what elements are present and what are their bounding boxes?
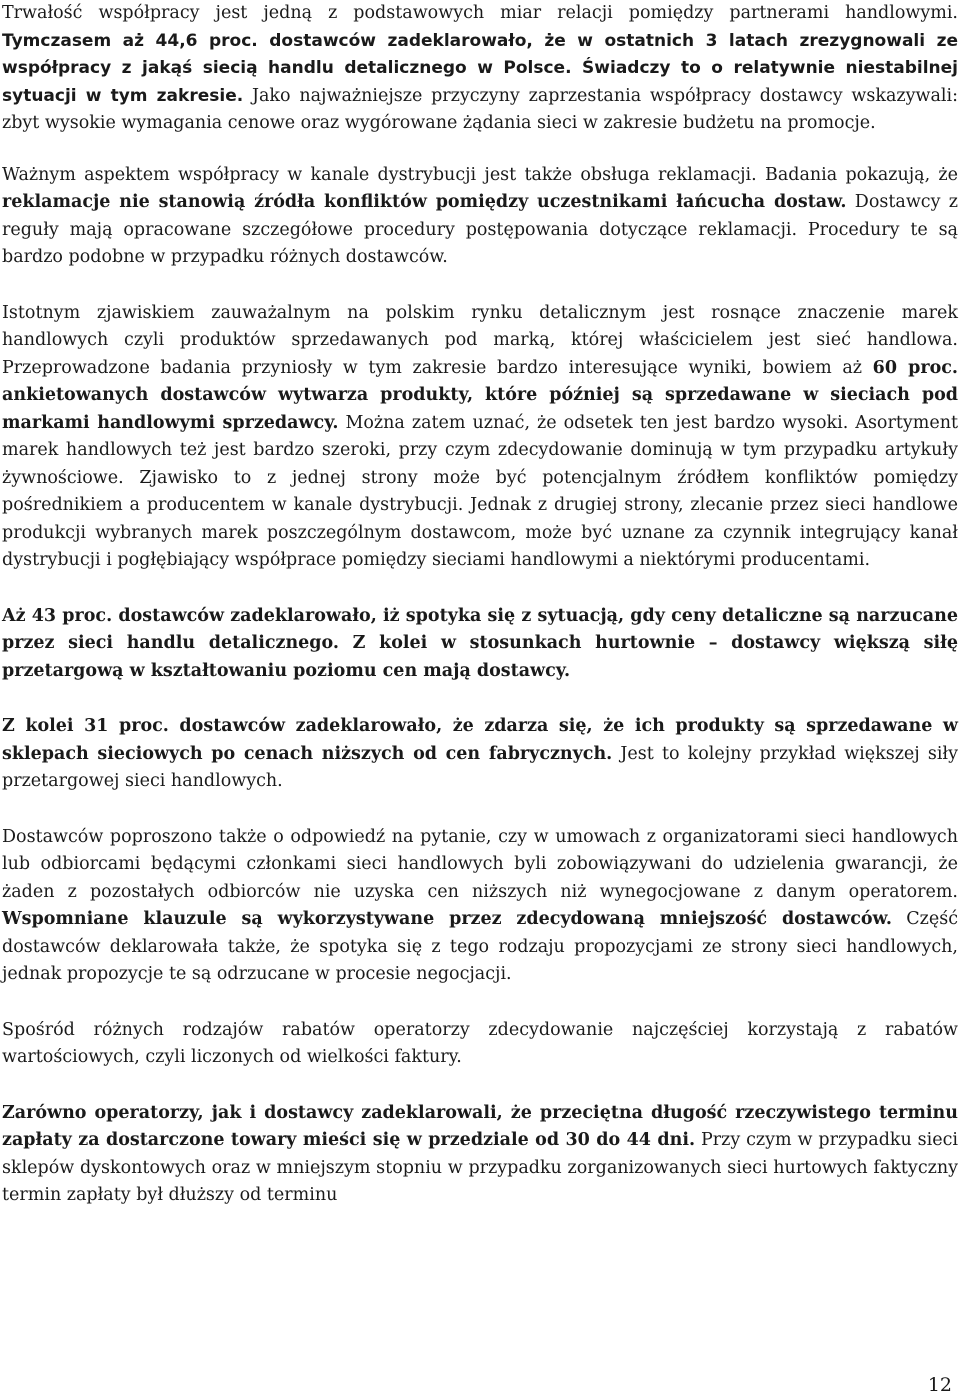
text-run-bold: ankietowanych dostawców wytwarza produkty, które później są sprzedawane w sieciach pod markami handlowymi sprzedawcy. [2,385,958,433]
text-run-bold: Tymczasem aż 44,6 proc. dostawców zadeklarowało, że w ostatnich 3 latach zrezygnowali ze współpracy z jakąś siecią handlu detalicznego w Polsce. Świadczy to o relatywnie niestabilnej sytuacji w tym zakresie. [2,30,958,106]
text-run-bold: Z kolei 31 proc. dostawców zadeklarowało, że zdarza się, że ich produkty są sprzedawane w sklepach sieciowych po cenach niższych od cen fabrycznych. [2,716,958,764]
text-run-bold: 60 proc. [872,357,958,378]
text-run: Spośród różnych rodzajów rabatów operatorzy zdecydowanie najczęściej korzystają z rabatów wartościowych, czyli liczonych od wielkości faktury. [2,1019,958,1067]
text-run: Przy czym w przypadku sieci sklepów dyskontowych oraz w mniejszym stopniu w przypadku zorganizowanych sieci hurtowych faktyczny termin zapłaty był dłuższy od terminu [2,1130,958,1205]
paragraph-1 [2,0,958,138]
document-page [2,0,958,1238]
page-number: 12 [927,1374,952,1396]
text-run: Dostawców poproszono także o odpowiedź na pytanie, czy w umowach z organizatorami sieci handlowych lub odbiorcami będącymi członkami sieci handlowych byli zobowiązywani do udzielenia gwarancji, że żaden z pozostałych odbiorców nie uzyska cen niższych niż wynegocjowane z danym operatorem. [2,826,958,902]
text-run-bold: Aż 43 proc. dostawców zadeklarowało, iż spotyka się z sytuacją, gdy ceny detaliczne są narzucane przez sieci handlu detalicznego. Z kolei w stosunkach hurtownie – dostawcy większą siłę przetargową w kształtowaniu poziomu cen mają dostawcy. [2,605,958,681]
paragraph-4 [2,603,958,686]
paragraph-7 [2,1017,958,1072]
text-run-bold: Wspomniane klauzule są wykorzystywane przez zdecydowaną mniejszość dostawców. [2,909,892,929]
paragraph-6 [2,824,958,989]
text-run-bold: Zarówno operatorzy, jak i dostawcy zadeklarowali, że przeciętna długość rzeczywistego terminu zapłaty za dostarczone towary mieści się w przedziale od 30 do 44 dni. [2,1102,958,1150]
paragraph-3 [2,300,958,575]
paragraph-2 [2,162,958,272]
text-run: Istotnym zjawiskiem zauważalnym na polskim rynku detalicznym jest rosnące znaczenie marek handlowych czyli produktów sprzedawanych pod marką, której właścicielem jest sieć handlowa. Przeprowadzone badania przyniosły w tym zakresie bardzo interesujące wyniki, bowiem aż [2,302,958,378]
text-run: Dostawcy z reguły mają opracowane szczegółowe procedury postępowania dotyczące reklamacji. Procedury te są bardzo podobne w przypadku różnych dostawców. [2,192,958,267]
text-run-bold: reklamacje nie stanowią źródła konfliktów pomiędzy uczestnikami łańcucha dostaw. [2,192,847,212]
text-run: Jest to kolejny przykład większej siły przetargowej sieci handlowych. [2,743,958,791]
text-run: Ważnym aspektem współpracy w kanale dystrybucji jest także obsługa reklamacji. Badania pokazują, że [2,164,958,185]
text-run: Trwałość współpracy jest jedną z podstawowych miar relacji pomiędzy partnerami handlowymi. [2,3,958,23]
paragraph-5 [2,713,958,796]
text-run: Jako najważniejsze przyczyny zaprzestania współpracy dostawcy wskazywali: zbyt wysokie wymagania cenowe oraz wygórowane żądania sieci w zakresie budżetu na promocje. [2,85,958,133]
text-run: Można zatem uznać, że odsetek ten jest bardzo wysoki. Asortyment marek handlowych też jest bardzo szeroki, przy czym zdecydowanie dominują w tym przypadku artykuły żywnościowe. Zjawisko to z jednej strony może być potencjalnym źródłem konfliktów pomiędzy pośrednikiem a producentem w kanale dystrybucji. Jednak z drugiej strony, zlecanie przez sieci handlowe produkcji wybranych marek poszczególnym dostawcom, może być uznane za czynnik integrujący kanał dystrybucji i pogłębiający współprace pomiędzy sieciami handlowymi a niektórymi producentami. [2,412,958,570]
paragraph-8 [2,1100,958,1210]
text-run: Część dostawców deklarowała także, że spotyka się z tego rodzaju propozycjami ze strony sieci handlowych, jednak propozycje te są odrzucane w procesie negocjacji. [2,909,958,984]
